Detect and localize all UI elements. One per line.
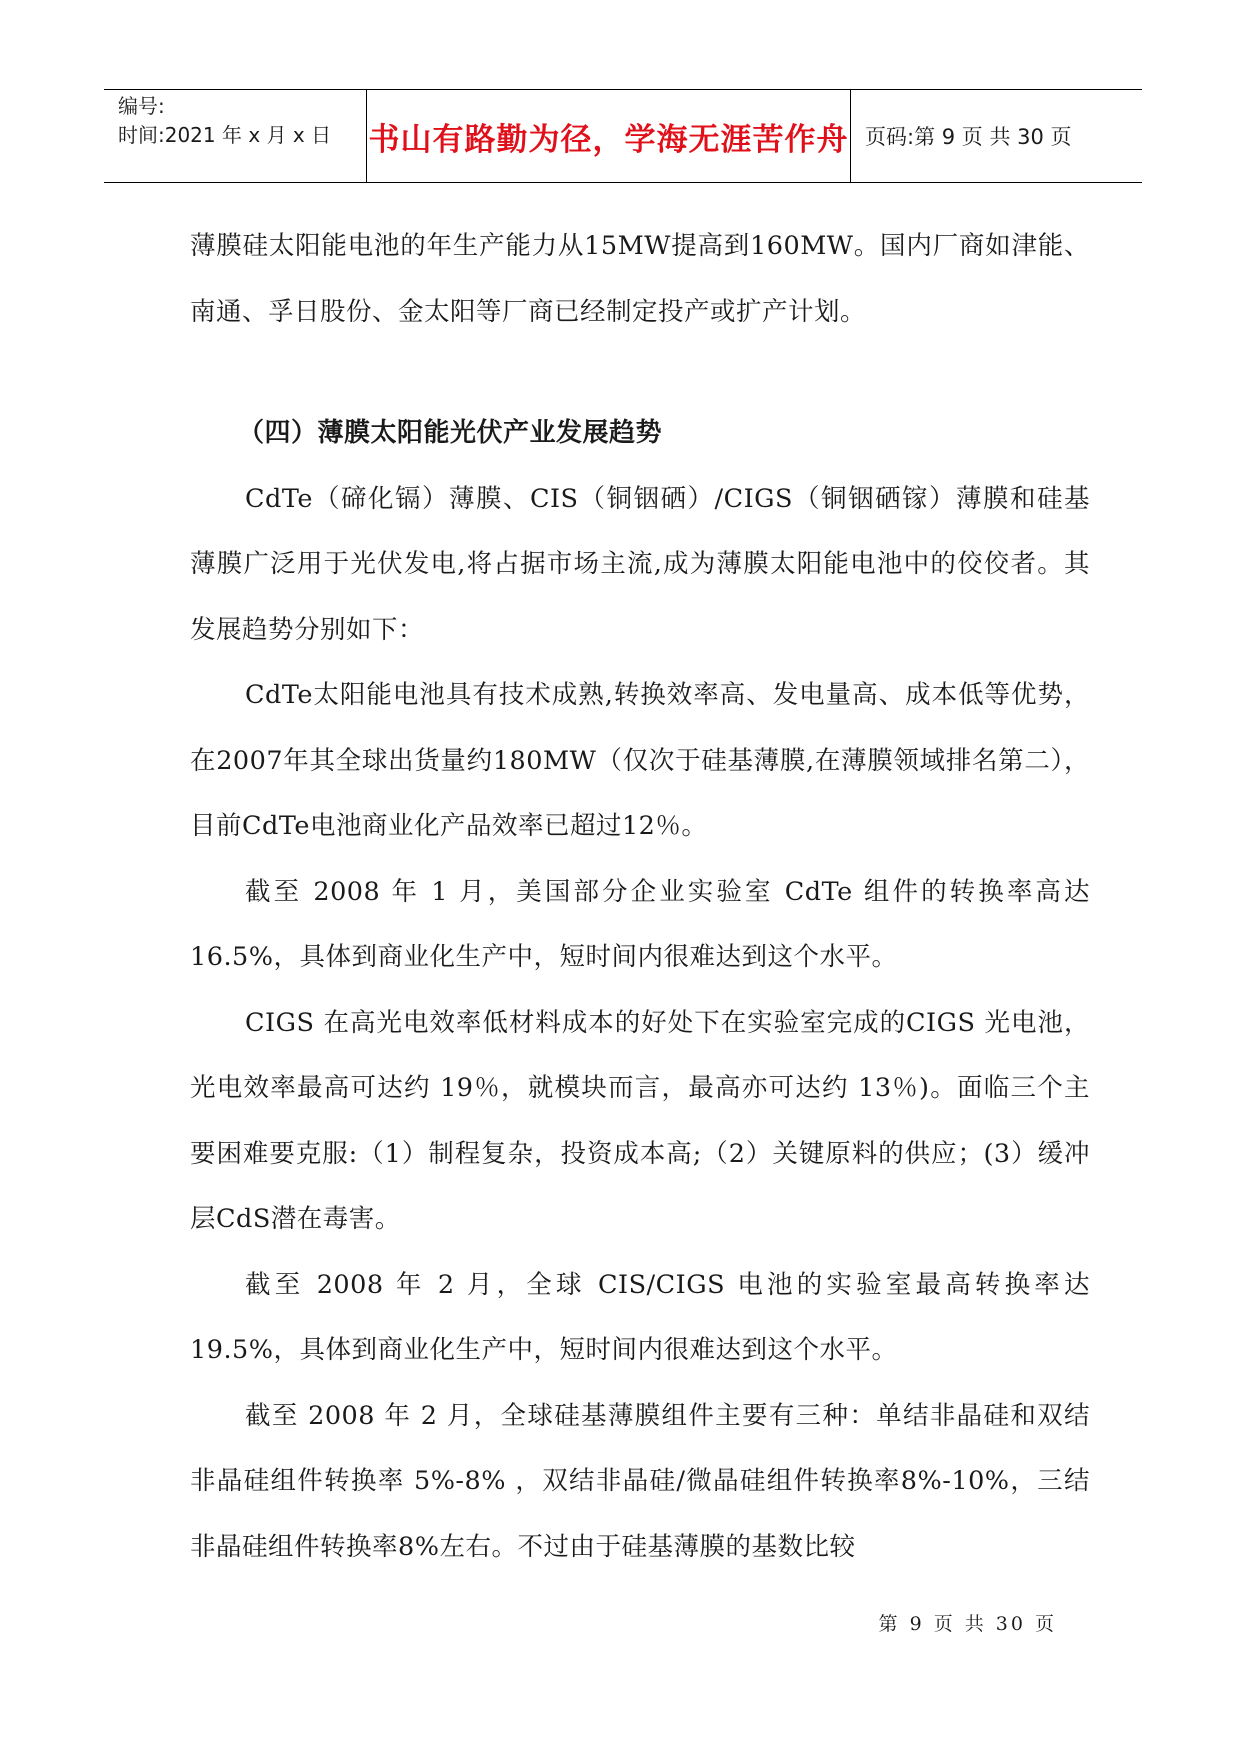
header-page-number: 页码:第 9 页 共 30 页 (865, 125, 1072, 149)
header-meta (104, 90, 367, 182)
paragraph: 截至 2008 年 2 月，全球 CIS/CIGS 电池的实验室最高转换率达19.5%，具体到商业化生产中，短时间内很难达到这个水平。 (190, 1269, 1090, 1365)
paragraph: CIGS 在高光电效率低材料成本的好处下在实验室完成的CIGS 光电池，光电效率最高可达约 19％，就模块而言，最高亦可达约 13％)。面临三个主要困难要克服:（1）制程复杂，投资成本高;（2）关键原料的供应；(3）缓冲层CdS潜在毒害。 (190, 1007, 1090, 1234)
page-footer: 第 9 页 共 30 页 (878, 1613, 1057, 1635)
document-time-label: 时间:2021 年 x 月 x 日 (118, 123, 332, 147)
paragraph: 截至 2008 年 2 月，全球硅基薄膜组件主要有三种：单结非晶硅和双结非晶硅组件转换率 5%-8% ，双结非晶硅/微晶硅组件转换率8%-10%，三结非晶硅组件转换率8%左右。不过由于硅基薄膜的基数比较 (190, 1400, 1090, 1562)
document-body (190, 214, 1090, 1580)
header-motto: 书山有路勤为径，学海无涯苦作舟 (367, 90, 851, 182)
paragraph: CdTe太阳能电池具有技术成熟,转换效率高、发电量高、成本低等优势，在2007年其全球出货量约180MW（仅次于硅基薄膜,在薄膜领域排名第二），目前CdTe电池商业化产品效率已超过12％。 (190, 680, 1090, 841)
paragraph: 薄膜硅太阳能电池的年生产能力从15MW提高到160MW。国内厂商如津能、南通、孚日股份、金太阳等厂商已经制定投产或扩产计划。 (190, 231, 1090, 327)
document-number-label: 编号: (118, 94, 165, 118)
paragraph: CdTe（碲化镉）薄膜、CIS（铜铟硒）/CIGS（铜铟硒镓）薄膜和硅基薄膜广泛用于光伏发电,将占据市场主流,成为薄膜太阳能电池中的佼佼者。其发展趋势分别如下： (190, 483, 1090, 645)
page-header (104, 89, 1142, 183)
section-heading: （四）薄膜太阳能光伏产业发展趋势 (238, 418, 663, 448)
paragraph: 截至 2008 年 1 月，美国部分企业实验室 CdTe 组件的转换率高达16.5%，具体到商业化生产中，短时间内很难达到这个水平。 (190, 876, 1090, 972)
